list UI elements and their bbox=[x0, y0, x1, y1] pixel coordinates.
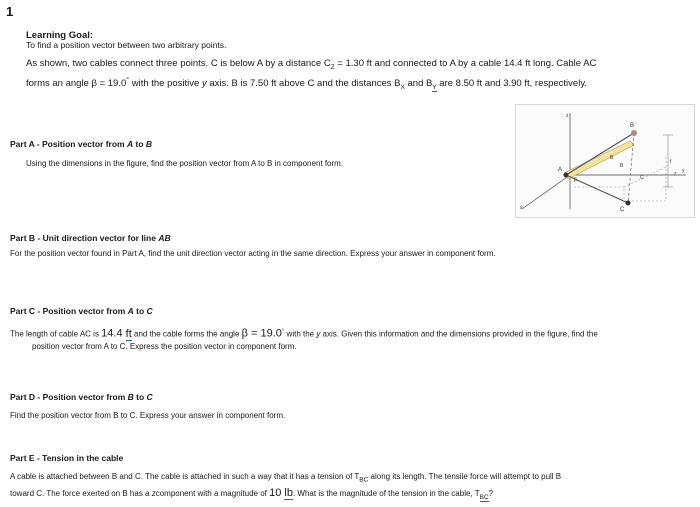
label-bx: B bbox=[610, 155, 614, 161]
part-a-heading: Part A - Position vector from A to B bbox=[10, 139, 153, 149]
label-z-dim: z bbox=[674, 171, 677, 177]
label-x-axis: x bbox=[520, 205, 523, 211]
label-by: B bbox=[620, 163, 624, 169]
bar-member bbox=[564, 141, 634, 179]
point-a bbox=[564, 173, 569, 178]
part-e-text: A cable is attached between B and C. The cable is attached in such a way that it has a tension of $T_{BC}$ along its length. The tensile force will attempt to pull B toward C. The force exerted on B has a zcomponent with a magnitude of 10 lb. What is the magnitude of the tension in the cable, $T_{BC}$? bbox=[10, 472, 562, 501]
part-d-heading: Part D - Position vector from B to C bbox=[10, 392, 153, 402]
part-c-heading: Part C - Position vector from A to C bbox=[10, 306, 153, 316]
question-number: 1 bbox=[6, 4, 14, 19]
problem-figure bbox=[515, 104, 695, 218]
part-b-text: For the position vector found in Part A, find the unit direction vector acting in the same direction. Express your answer in component form. bbox=[10, 249, 496, 258]
cable-ab bbox=[566, 133, 634, 175]
part-c-text: The length of cable AC is 14.4 ft and the cable forms the angle β = 19.0° with the y axis. Given this information and the dimensions provided in the figure, find the position vector from A to C. Express the position vector in component form. bbox=[10, 327, 598, 352]
label-point-b: B bbox=[630, 123, 635, 129]
part-d-text: Find the position vector from B to C. Express your answer in component form. bbox=[10, 411, 286, 420]
label-point-a: A bbox=[558, 167, 563, 173]
label-f: f bbox=[670, 159, 672, 165]
learning-goal-heading: Learning Goal: bbox=[26, 30, 94, 41]
x-axis bbox=[522, 175, 570, 209]
part-b-heading: Part B - Unit direction vector for line AB bbox=[10, 233, 171, 243]
point-c bbox=[626, 201, 631, 206]
label-point-c: C bbox=[620, 207, 625, 213]
part-a-text: Using the dimensions in the figure, find the position vector from A to B in component form. bbox=[26, 159, 344, 168]
part-e-heading: Part E - Tension in the cable bbox=[10, 453, 124, 463]
label-y-axis: y bbox=[682, 168, 685, 174]
label-cz: C bbox=[640, 175, 644, 181]
point-b bbox=[631, 130, 637, 136]
label-beta: β bbox=[574, 177, 577, 183]
cable-diagram bbox=[516, 105, 694, 217]
learning-goal-text: To find a position vector between two arbitrary points. bbox=[26, 40, 227, 50]
problem-intro: As shown, two cables connect three points. C is below A by a distance $C_Z = 1.30$ ft and connected to A by a cable 14.4 ft long. Cable AC forms an angle β = 19.0° with the positive y axis. B is 7.50 ft above C and the distances $B_X$ and $B_Y$ are 8.50 ft and 3.90 ft, respectively. bbox=[26, 58, 597, 91]
label-z-axis: z bbox=[566, 113, 569, 119]
